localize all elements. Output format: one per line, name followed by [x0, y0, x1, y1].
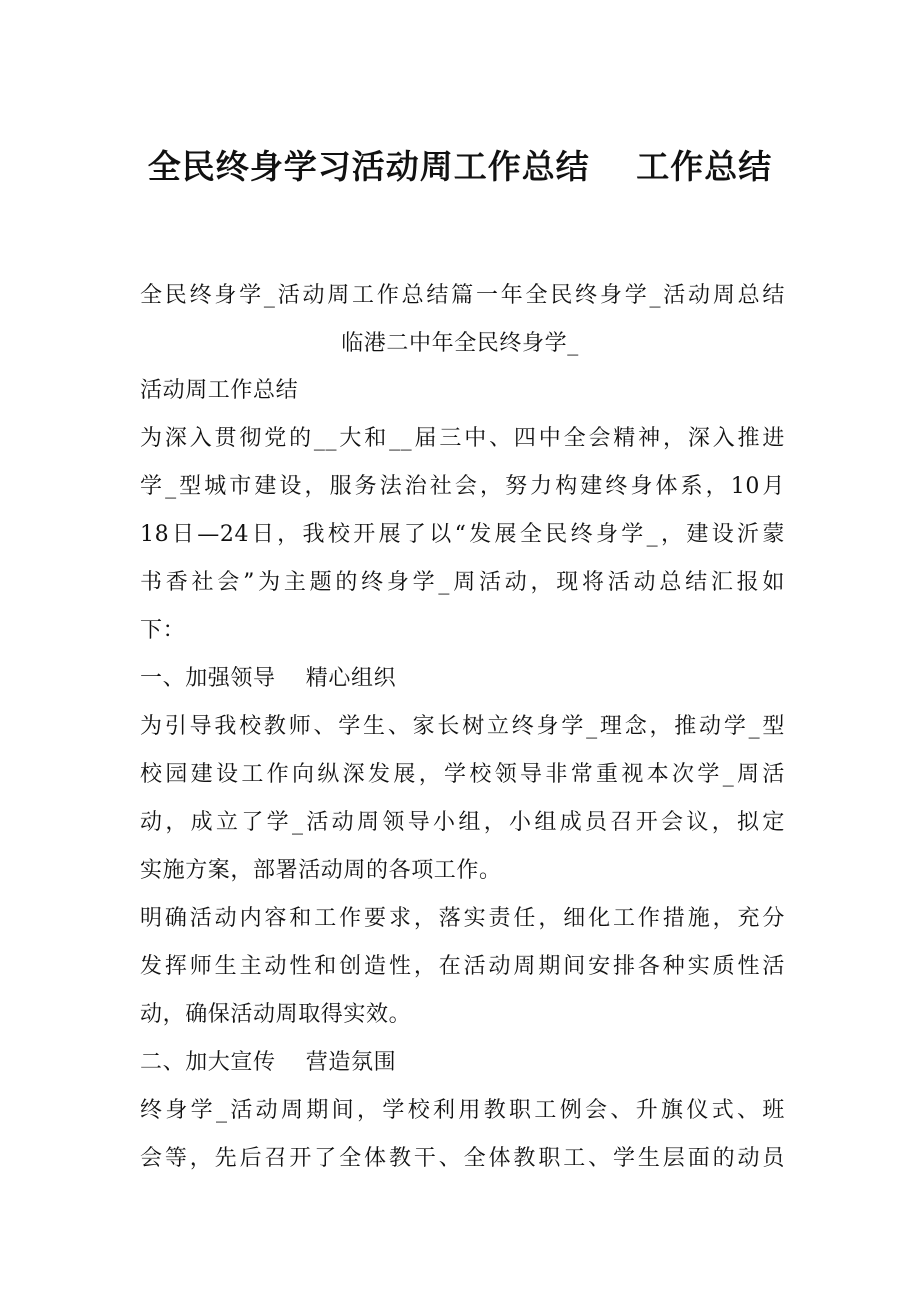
paragraph-4-line: 终身学_活动周期间，学校利用教职工例会、升旗仪式、班: [140, 1098, 785, 1123]
subtitle-line-1: 全民终身学_活动周工作总结篇一年全民终身学_活动周总结: [140, 283, 785, 308]
paragraph-1-line: 为深入贯彻党的__大和__届三中、四中全会精神，深入推进: [140, 426, 785, 451]
document-title: 全民终身学习活动周工作总结 工作总结: [147, 147, 773, 186]
paragraph-3-line: 明确活动内容和工作要求，落实责任，细化工作措施，充分: [140, 906, 785, 931]
paragraph-3-line: 动，确保活动周取得实效。: [140, 1002, 412, 1027]
paragraph-2-line: 实施方案，部署活动周的各项工作。: [140, 858, 502, 883]
paragraph-2-line: 动，成立了学_活动周领导小组，小组成员召开会议，拟定: [140, 810, 785, 835]
heading-line: 活动周工作总结: [140, 378, 299, 403]
paragraph-3-line: 发挥师生主动性和创造性，在活动周期间安排各种实质性活: [140, 954, 785, 979]
paragraph-1-line: 学_型城市建设，服务法治社会，努力构建终身体系，10月: [140, 474, 785, 499]
paragraph-1-line: 书香社会”为主题的终身学_周活动，现将活动总结汇报如: [140, 570, 785, 595]
paragraph-2-line: 为引导我校教师、学生、家长树立终身学_理念，推动学_型: [140, 714, 785, 739]
paragraph-4-line: 会等，先后召开了全体教干、全体教职工、学生层面的动员: [140, 1146, 785, 1171]
section-1-heading: 一、加强领导 精心组织: [140, 666, 397, 691]
section-2-heading: 二、加大宣传 营造氛围: [140, 1050, 397, 1075]
paragraph-2-line: 校园建设工作向纵深发展，学校领导非常重视本次学_周活: [140, 762, 785, 787]
subtitle-line-2: 临港二中年全民终身学_: [341, 331, 579, 356]
paragraph-1-line: 18日—24日，我校开展了以“发展全民终身学_，建设沂蒙: [140, 522, 785, 547]
paragraph-1-line: 下：: [140, 618, 186, 643]
